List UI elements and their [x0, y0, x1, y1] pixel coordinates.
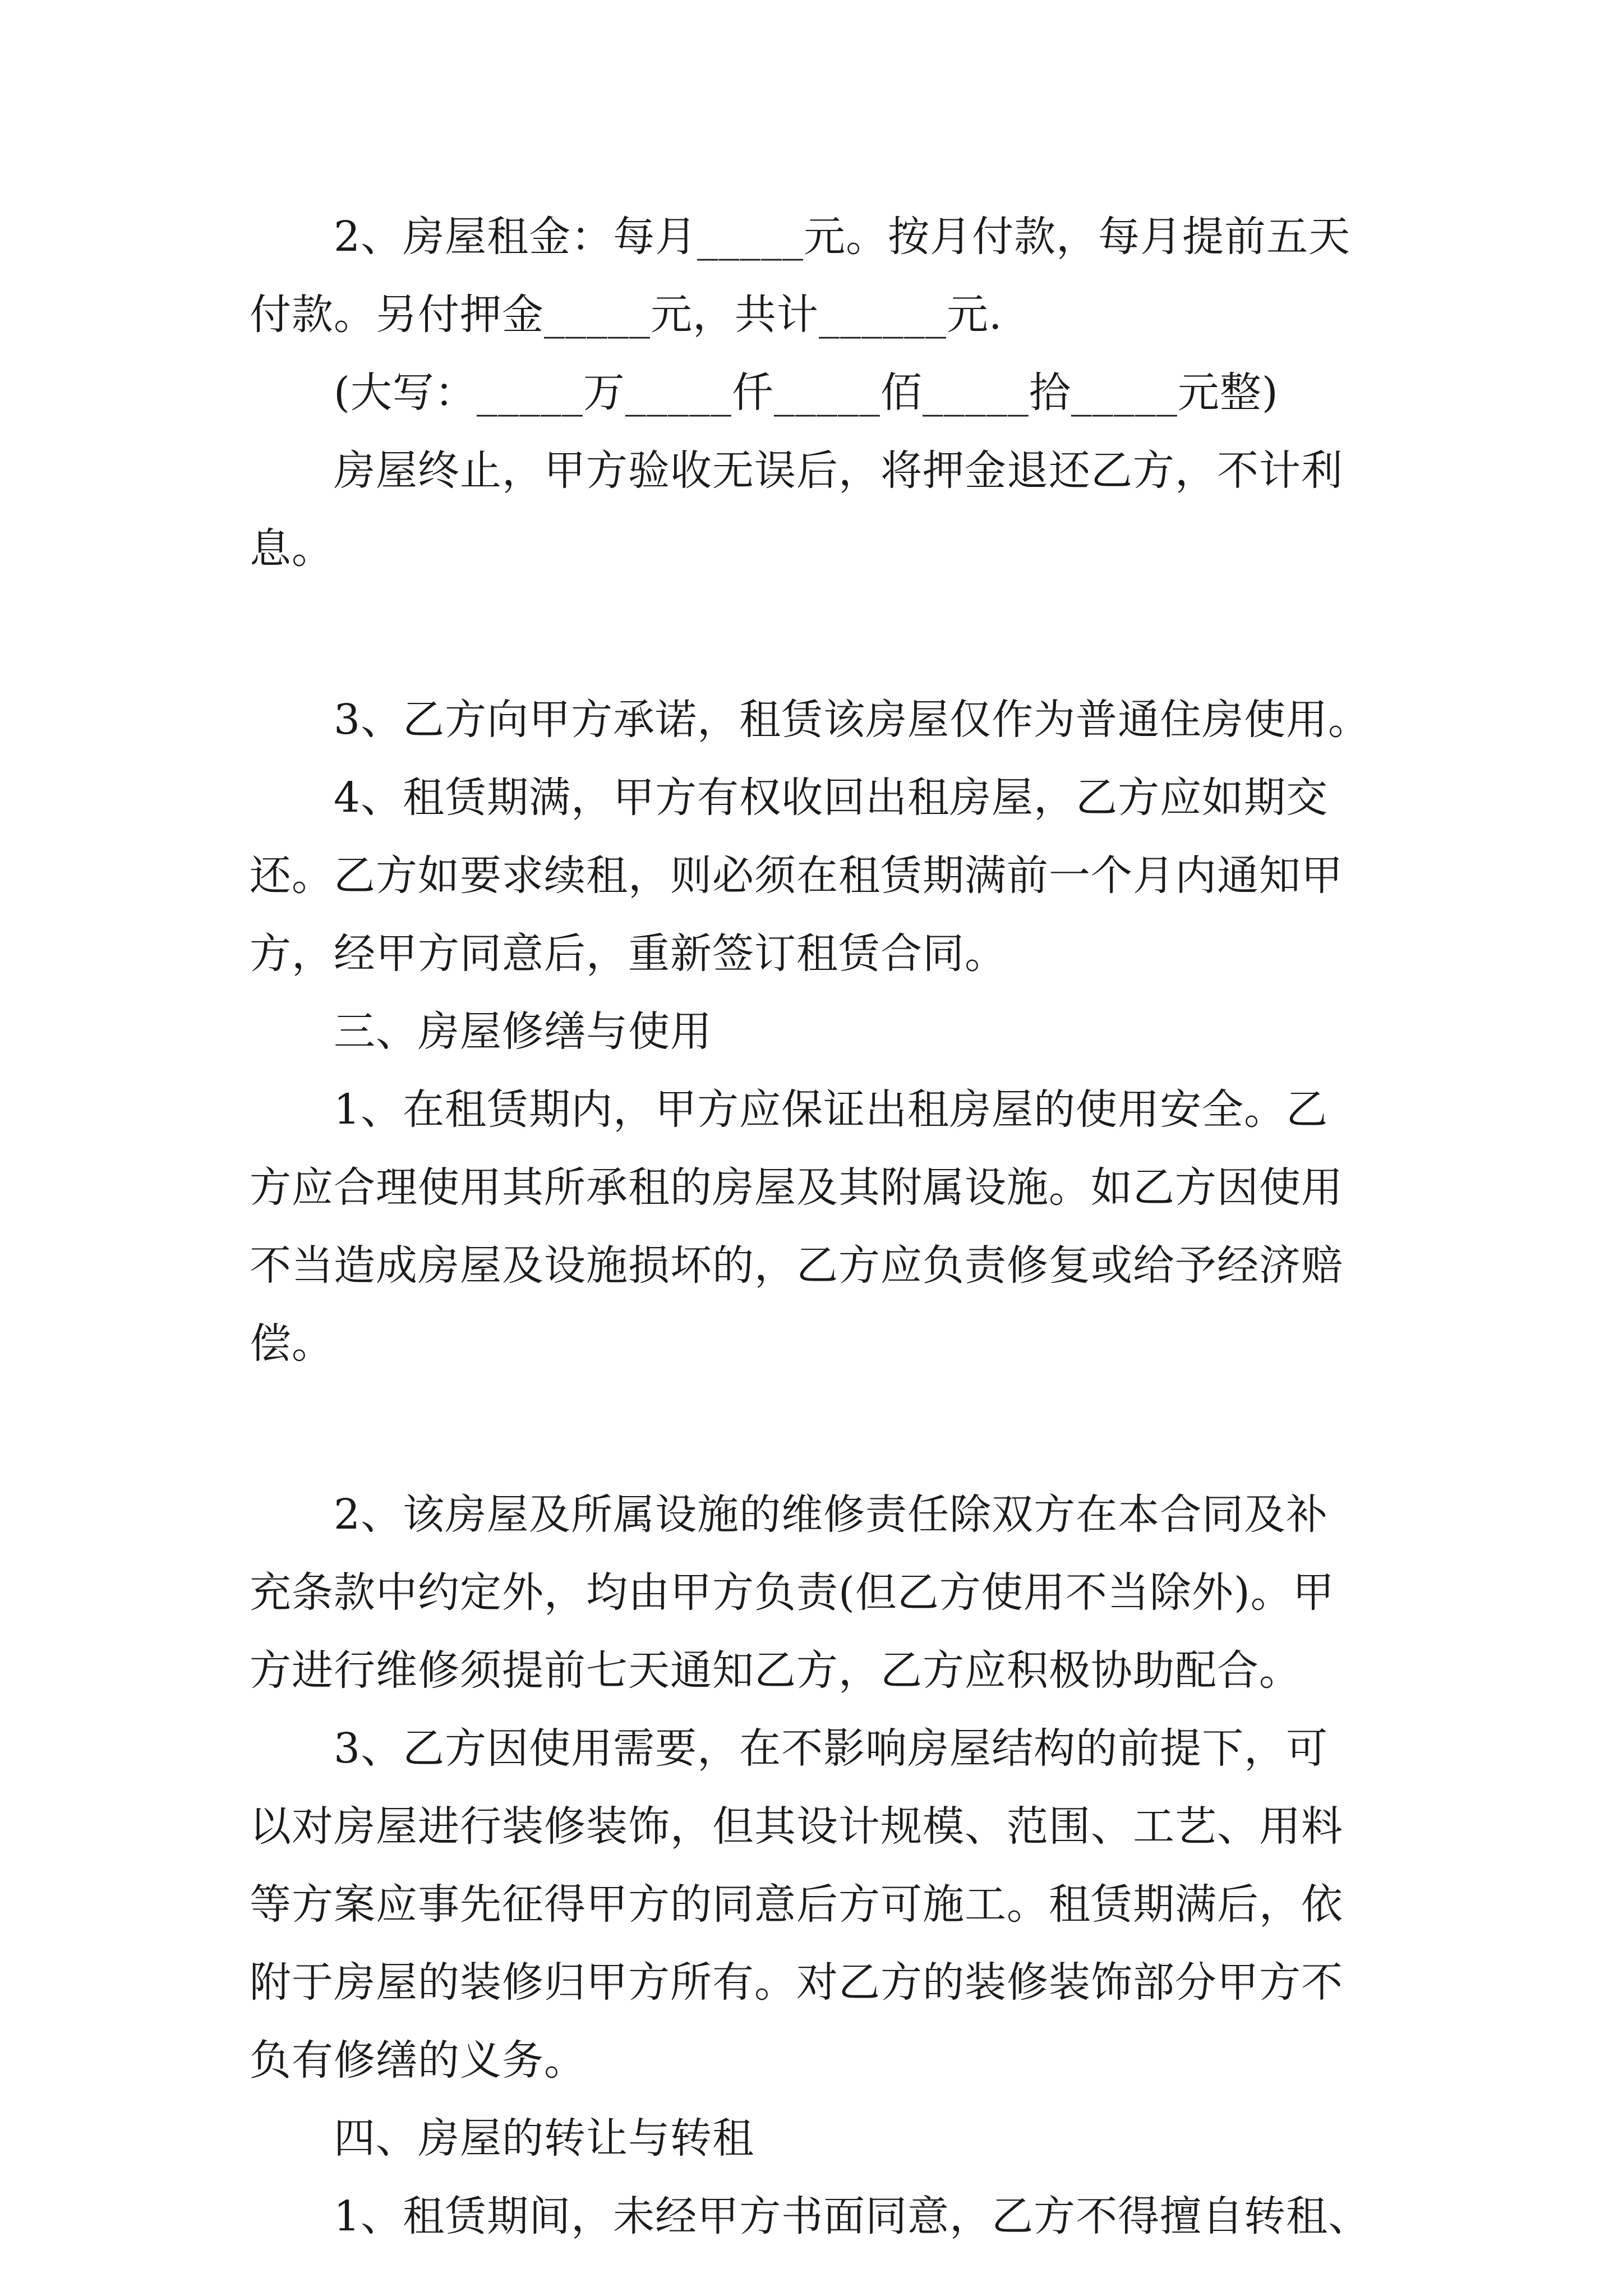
- paragraph-line: 3、乙方因使用需要，在不影响房屋结构的前提下，可: [334, 1724, 1329, 1773]
- paragraph-line: 1、在租赁期内，甲方应保证出租房屋的使用安全。乙: [334, 1085, 1329, 1134]
- paragraph-line: 方应合理使用其所承租的房屋及其附属设施。如乙方因使用: [250, 1163, 1343, 1212]
- paragraph-gap: [250, 599, 1416, 692]
- paragraph-line: 方，经甲方同意后，重新签订租赁合同。: [250, 930, 1007, 978]
- paragraph-line: 方进行维修须提前七天通知乙方，乙方应积极协助配合。: [250, 1646, 1301, 1695]
- document-body: [250, 209, 1416, 2266]
- paragraph-line: 1、租赁期间，未经甲方书面同意，乙方不得擅自转租、: [334, 2192, 1371, 2240]
- paragraph-line: 息。: [250, 524, 334, 573]
- paragraph-line: 不当造成房屋及设施损坏的，乙方应负责修复或给予经济赔: [250, 1241, 1343, 1290]
- section-heading: 四、房屋的转让与转租: [334, 2114, 754, 2162]
- paragraph-line: 负有修缮的义务。: [250, 2036, 586, 2085]
- paragraph-line: 2、房屋租金：每月_____元。按月付款，每月提前五天: [334, 213, 1351, 261]
- paragraph-line: 付款。另付押金_____元，共计______元.: [250, 291, 1003, 339]
- paragraph-line: 偿。: [250, 1319, 334, 1368]
- paragraph-line: 2、该房屋及所属设施的维修责任除双方在本合同及补: [334, 1490, 1329, 1539]
- paragraph-line: 等方案应事先征得甲方的同意后方可施工。租赁期满后，依: [250, 1880, 1343, 1929]
- paragraph-line: 3、乙方向甲方承诺，租赁该房屋仅作为普通住房使用。: [334, 696, 1371, 744]
- paragraph-line: 房屋终止，甲方验收无误后，将押金退还乙方，不计利: [334, 447, 1343, 495]
- paragraph-line: 以对房屋进行装修装饰，但其设计规模、范围、工艺、用料: [250, 1802, 1343, 1851]
- paragraph-line: (大写：_____万_____仟_____佰_____拾_____元整): [334, 369, 1279, 417]
- section-heading: 三、房屋修缮与使用: [334, 1007, 712, 1056]
- paragraph-line: 4、租赁期满，甲方有权收回出租房屋，乙方应如期交: [334, 774, 1329, 822]
- paragraph-gap: [250, 1393, 1416, 1487]
- paragraph-line: 充条款中约定外，均由甲方负责(但乙方使用不当除外)。甲: [250, 1568, 1335, 1617]
- paragraph-line: 附于房屋的装修归甲方所有。对乙方的装修装饰部分甲方不: [250, 1958, 1343, 2007]
- paragraph-line: 还。乙方如要求续租，则必须在租赁期满前一个月内通知甲: [250, 852, 1343, 900]
